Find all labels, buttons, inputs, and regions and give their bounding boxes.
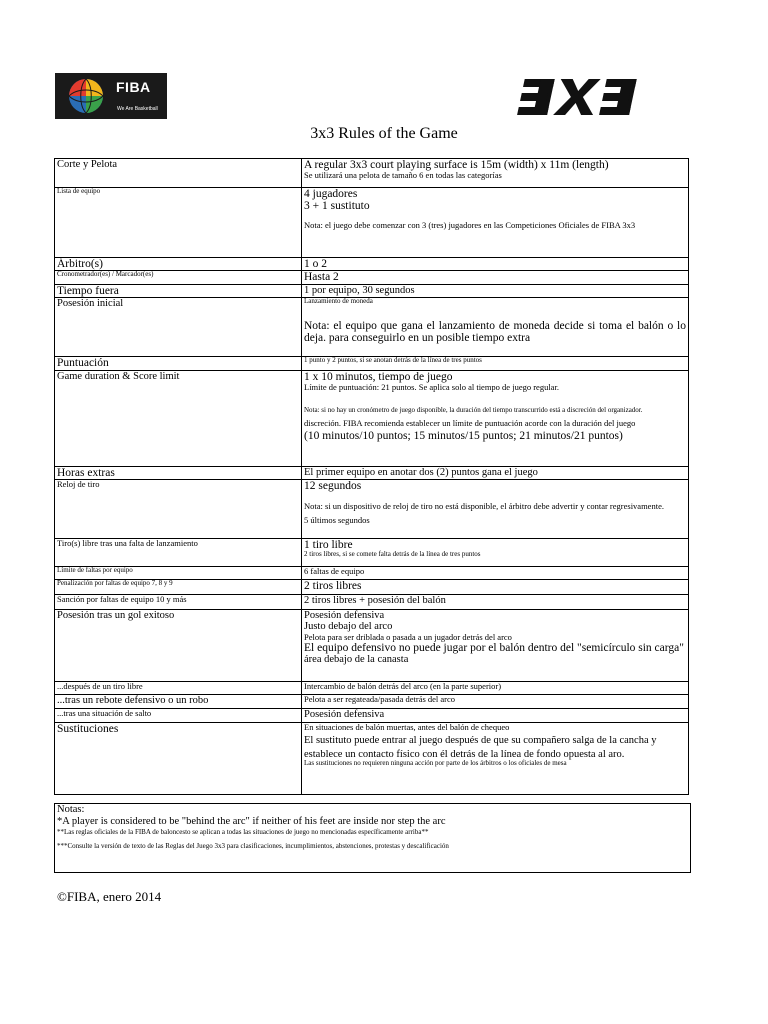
row-value: Lanzamiento de moneda Nota: el equipo que gana el lanzamiento de moneda decide si toma el balón o lo deja. para conseguirlo en un posible tiempo extra	[302, 298, 689, 357]
copyright-footer: ©FIBA, enero 2014	[57, 889, 162, 904]
basketball-globe-icon	[59, 76, 113, 116]
notes-box	[54, 803, 691, 873]
table-row	[55, 480, 689, 539]
row-value: 2 tiros libres	[302, 580, 689, 595]
row-value: A regular 3x3 court playing surface is 15m (width) x 11m (length) Se utilizará una pelota de tamaño 6 en todas las categorías	[302, 159, 689, 188]
table-row	[55, 258, 689, 271]
row-value: Hasta 2	[302, 271, 689, 284]
note-1: *A player is considered to be "behind the arc" if neither of his feet are inside nor step the arc	[57, 815, 446, 827]
note-3: ***Consulte la versión de texto de las Reglas del Juego 3x3 para clasificaciones, incumplimientos, abstenciones, protestas y descalificación	[57, 841, 449, 850]
row-label: Cronometrador(es) / Marcador(es)	[55, 271, 302, 284]
table-row	[55, 595, 689, 610]
row-value: El primer equipo en anotar dos (2) puntos gana el juego	[302, 466, 689, 479]
notes-heading: Notas:	[57, 804, 85, 815]
row-value: 4 jugadores 3 + 1 sustituto Nota: el juego debe comenzar con 3 (tres) jugadores en las Competiciones Oficiales de FIBA 3x3	[302, 188, 689, 258]
row-value: 1 tiro libre 2 tiros libres, si se comete falta detrás de la línea de tres puntos	[302, 539, 689, 567]
row-value: 1 por equipo, 30 segundos	[302, 284, 689, 297]
table-row	[55, 567, 689, 580]
3x3-logo	[512, 73, 638, 121]
row-label: Puntuación	[55, 357, 302, 370]
row-value: 2 tiros libres + posesión del balón	[302, 595, 689, 610]
row-label: ...después de un tiro libre	[55, 682, 302, 695]
note-2: **Las reglas oficiales de la FIBA de baloncesto se aplican a todas las situaciones de juego no mencionadas específicamente arriba**	[57, 828, 429, 837]
row-label: Posesión tras un gol exitoso	[55, 610, 302, 682]
row-value: 12 segundos Nota: si un dispositivo de reloj de tiro no está disponible, el árbitro debe advertir y contar regresivamente. 5 últimos segundos	[302, 480, 689, 539]
table-row	[55, 723, 689, 795]
row-label: Penalización por faltas de equipo 7, 8 y 9	[55, 580, 302, 595]
row-label: Sanción por faltas de equipo 10 y más	[55, 595, 302, 610]
row-value: 6 faltas de equipo	[302, 567, 689, 580]
table-row	[55, 159, 689, 188]
row-label: Límite de faltas por equipo	[55, 567, 302, 580]
fiba-logo-text: FIBA	[116, 79, 151, 95]
table-row	[55, 466, 689, 479]
row-label: Sustituciones	[55, 723, 302, 795]
row-value: 1 punto y 2 puntos, si se anotan detrás de la línea de tres puntos	[302, 357, 689, 370]
table-row	[55, 580, 689, 595]
row-value: En situaciones de balón muertas, antes del balón de chequeo El sustituto puede entrar al juego después de que su compañero salga de la cancha y establece un contacto físico con él detrás de la línea de fondo opuesta al aro. Las sustituciones no requieren ninguna acción por parte de los árbitros o los oficiales de mesa	[302, 723, 689, 795]
table-row	[55, 298, 689, 357]
row-label: ...tras un rebote defensivo o un robo	[55, 695, 302, 709]
table-row	[55, 370, 689, 466]
3x3-brand-icon	[512, 73, 638, 121]
row-value: Posesión defensiva	[302, 709, 689, 723]
row-value: 1 o 2	[302, 258, 689, 271]
row-label: Árbitro(s)	[55, 258, 302, 271]
rules-table	[54, 158, 689, 795]
row-label: Horas extras	[55, 466, 302, 479]
table-row	[55, 709, 689, 723]
row-label: Reloj de tiro	[55, 480, 302, 539]
fiba-logo	[55, 73, 167, 119]
row-value: Posesión defensiva Justo debajo del arco Pelota para ser driblada o pasada a un jugador detrás del arco El equipo defensivo no puede jugar por el balón dentro del "semicírculo sin carga" área debajo de la canasta	[302, 610, 689, 682]
row-label: Tiro(s) libre tras una falta de lanzamiento	[55, 539, 302, 567]
row-label: ...tras una situación de salto	[55, 709, 302, 723]
table-row	[55, 357, 689, 370]
row-label: Game duration & Score limit	[55, 370, 302, 466]
row-value: 1 x 10 minutos, tiempo de juego Límite de puntuación: 21 puntos. Se aplica solo al tiempo de juego regular. Nota: si no hay un cronómetro de juego disponible, la duración del tiempo transcurrido está a discreción del organizador. discreción. FIBA recomienda establecer un límite de puntuación acorde con la duración del juego (10 minutos/10 puntos; 15 minutos/15 puntos; 21 minutos/21 puntos)	[302, 370, 689, 466]
row-value: Pelota a ser regateada/pasada detrás del arco	[302, 695, 689, 709]
table-row	[55, 682, 689, 695]
table-row	[55, 284, 689, 297]
row-label: Lista de equipo	[55, 188, 302, 258]
table-row	[55, 695, 689, 709]
table-row	[55, 539, 689, 567]
row-label: Corte y Pelota	[55, 159, 302, 188]
row-label: Tiempo fuera	[55, 284, 302, 297]
row-label: Posesión inicial	[55, 298, 302, 357]
page-title: 3x3 Rules of the Game	[310, 125, 458, 142]
table-row	[55, 271, 689, 284]
fiba-tagline: We Are Basketball	[117, 106, 158, 112]
table-row	[55, 610, 689, 682]
table-row	[55, 188, 689, 258]
row-value: Intercambio de balón detrás del arco (en la parte superior)	[302, 682, 689, 695]
